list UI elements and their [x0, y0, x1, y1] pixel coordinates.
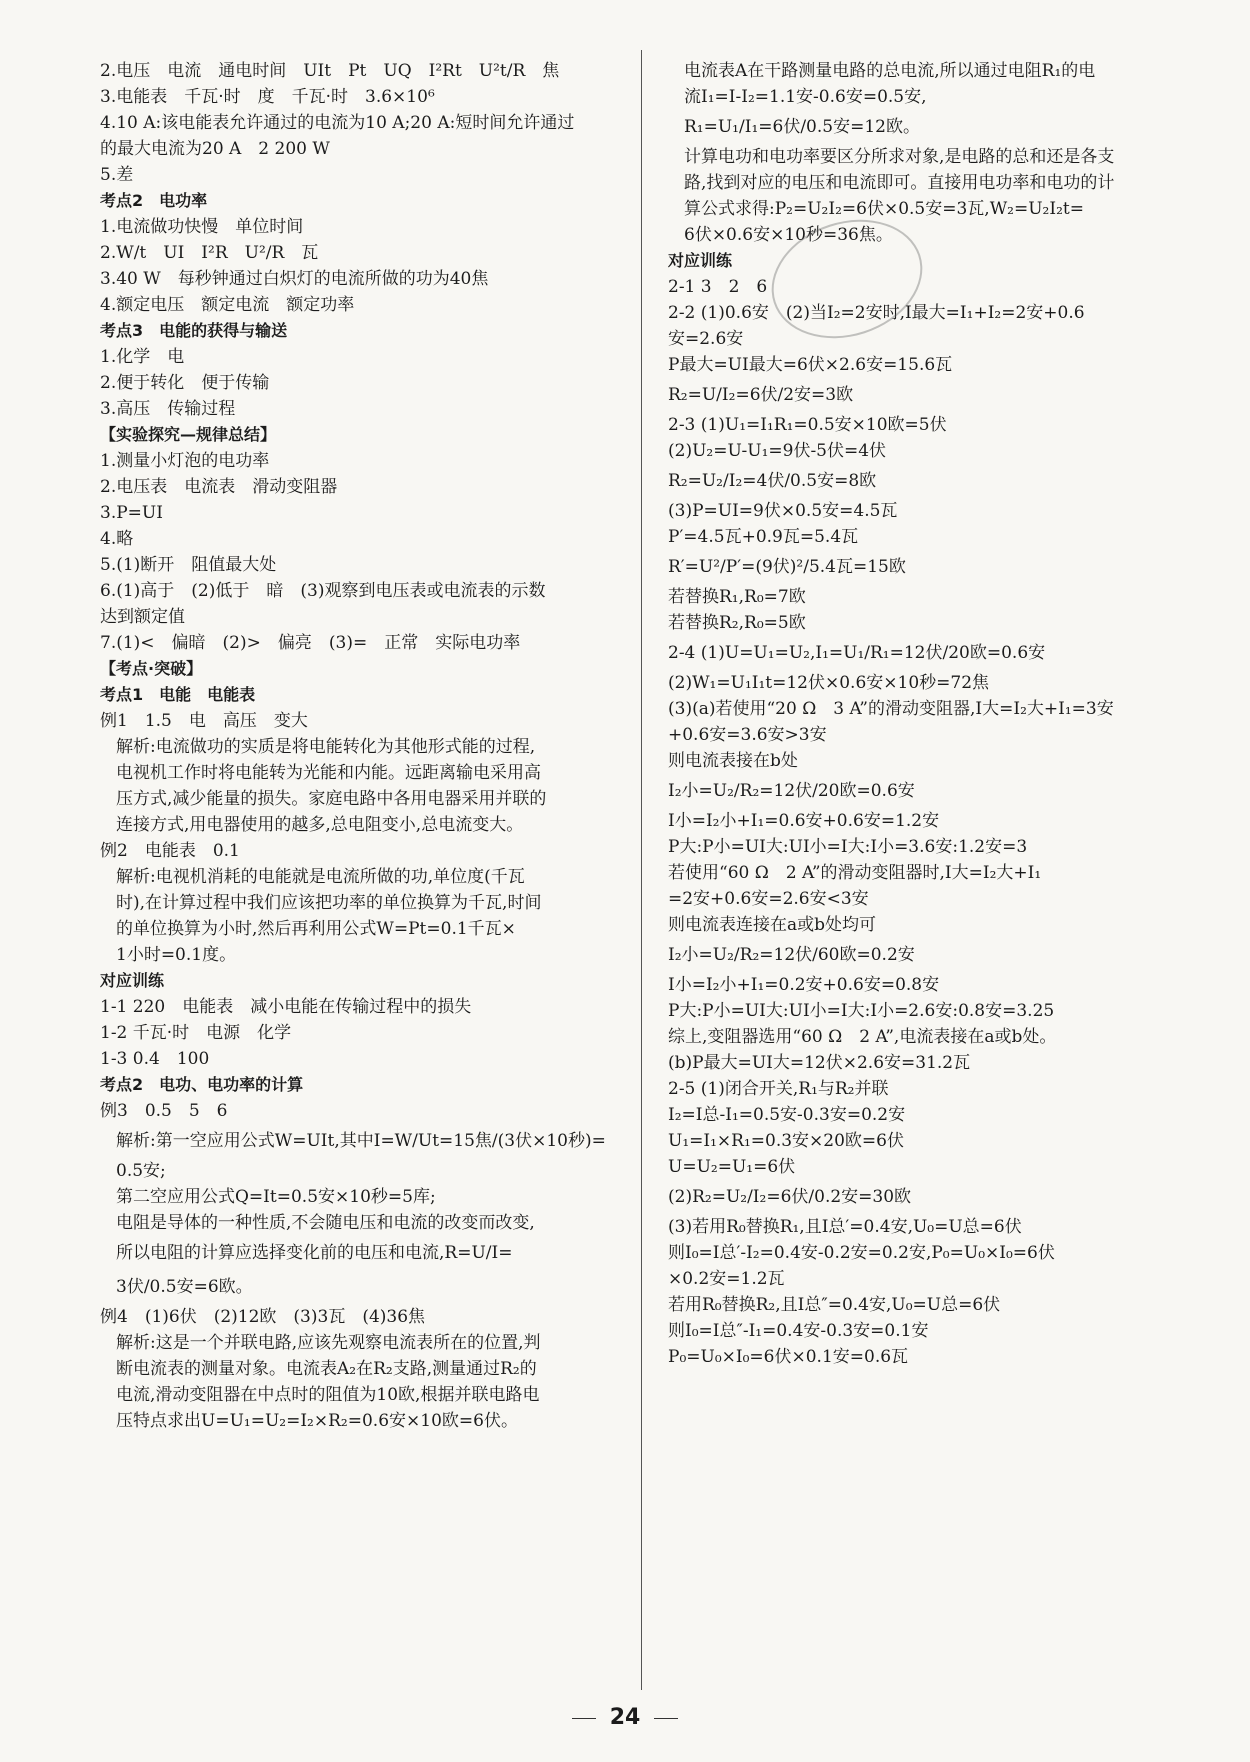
dash-left: [572, 1718, 596, 1719]
answer-line: 7.(1)< 偏暗 (2)> 偏亮 (3)= 正常 实际电功率: [100, 633, 521, 653]
answer-line: 流I₁=I-I₂=1.1安-0.6安=0.5安,: [684, 87, 927, 107]
answer-line: 3.40 W 每秒钟通过白炽灯的电流所做的功为40焦: [100, 269, 489, 289]
left-column: [100, 58, 630, 1434]
answer-line: I₂小=U₂/R₂=12伏/60欧=0.2安: [668, 945, 915, 965]
page-number: [0, 1705, 1250, 1730]
answer-line: 2-2 (1)0.6安 (2)当I₂=2安时,I最大=I₁+I₂=2安+0.6: [668, 303, 1085, 323]
answer-line: 路,找到对应的电压和电流即可。直接用电功率和电功的计: [684, 173, 1115, 193]
answer-line: 若使用“60 Ω 2 A”的滑动变阻器时,I大=I₂大+I₁: [668, 863, 1042, 883]
answer-line: 解析:第一空应用公式W=UIt,其中I=W/Ut=15焦/(3伏×10秒)=: [116, 1131, 606, 1151]
answer-line: 4.10 A:该电能表允许通过的电流为10 A;20 A:短时间允许通过: [100, 113, 575, 133]
answer-line: 解析:这是一个并联电路,应该先观察电流表所在的位置,判: [116, 1333, 541, 1353]
section-heading: 考点2 电功率: [100, 191, 208, 210]
answer-line: I小=I₂小+I₁=0.6安+0.6安=1.2安: [668, 811, 940, 831]
answer-line: 3.P=UI: [100, 503, 163, 523]
answer-line: 2.电压表 电流表 滑动变阻器: [100, 477, 338, 497]
answer-line: 5.差: [100, 165, 134, 185]
answer-line: 则电流表连接在a或b处均可: [668, 915, 877, 935]
answer-line: 则I₀=I总′-I₂=0.4安-0.2安=0.2安,P₀=U₀×I₀=6伏: [668, 1243, 1055, 1263]
answer-line: 若替换R₁,R₀=7欧: [668, 587, 806, 607]
answer-line: 例1 1.5 电 高压 变大: [100, 711, 308, 731]
answer-line: 电流,滑动变阻器在中点时的阻值为10欧,根据并联电路电: [116, 1385, 540, 1405]
answer-line: 若用R₀替换R₂,且I总″=0.4安,U₀=U总=6伏: [668, 1295, 1001, 1315]
dash-right: [654, 1718, 678, 1719]
answer-line: =2安+0.6安=2.6安<3安: [668, 889, 869, 909]
answer-line: ×0.2安=1.2瓦: [668, 1269, 785, 1289]
answer-line: R₂=U₂/I₂=4伏/0.5安=8欧: [668, 471, 877, 491]
answer-line: 的单位换算为小时,然后再利用公式W=Pt=0.1千瓦×: [116, 919, 516, 939]
answer-line: (3)P=UI=9伏×0.5安=4.5瓦: [668, 501, 898, 521]
answer-line: 1-3 0.4 100: [100, 1049, 210, 1069]
answer-line: I₂小=U₂/R₂=12伏/20欧=0.6安: [668, 781, 915, 801]
answer-line: 电阻是导体的一种性质,不会随电压和电流的改变而改变,: [116, 1213, 535, 1233]
answer-line: U₁=I₁×R₁=0.3安×20欧=6伏: [668, 1131, 904, 1151]
answer-line: 若替换R₂,R₀=5欧: [668, 613, 806, 633]
section-heading: 对应训练: [100, 971, 165, 990]
answer-line: +0.6安=3.6安>3安: [668, 725, 827, 745]
answer-line: 2.W/t UI I²R U²/R 瓦: [100, 243, 319, 263]
answer-line: 连接方式,用电器使用的越多,总电阻变小,总电流变大。: [116, 815, 524, 835]
answer-line: (2)R₂=U₂/I₂=6伏/0.2安=30欧: [668, 1187, 912, 1207]
right-column: [668, 58, 1208, 1370]
answer-line: (3)若用R₀替换R₁,且I总′=0.4安,U₀=U总=6伏: [668, 1217, 1022, 1237]
answer-line: 电流表A在干路测量电路的总电流,所以通过电阻R₁的电: [684, 61, 1096, 81]
section-heading: 【实验探究—规律总结】: [100, 425, 277, 444]
answer-line: 达到额定值: [100, 607, 185, 627]
answer-line: 解析:电流做功的实质是将电能转化为其他形式能的过程,: [116, 737, 536, 757]
answer-line: 压方式,减少能量的损失。家庭电路中各用电器采用并联的: [116, 789, 547, 809]
answer-line: 1.电流做功快慢 单位时间: [100, 217, 304, 237]
answer-line: 2.便于转化 便于传输: [100, 373, 270, 393]
answer-line: (3)(a)若使用“20 Ω 3 A”的滑动变阻器,I大=I₂大+I₁=3安: [668, 699, 1114, 719]
answer-line: 综上,变阻器选用“60 Ω 2 A”,电流表接在a或b处。: [668, 1027, 1057, 1047]
answer-line: 压特点求出U=U₁=U₂=I₂×R₂=0.6安×10欧=6伏。: [116, 1411, 518, 1431]
answer-line: 6.(1)高于 (2)低于 暗 (3)观察到电压表或电流表的示数: [100, 581, 546, 601]
answer-line: 1.测量小灯泡的电功率: [100, 451, 270, 471]
answer-line: 计算电功和电功率要区分所求对象,是电路的总和还是各支: [684, 147, 1115, 167]
answer-line: 算公式求得:P₂=U₂I₂=6伏×0.5安=3瓦,W₂=U₂I₂t=: [684, 199, 1084, 219]
answer-line: P最大=UI最大=6伏×2.6安=15.6瓦: [668, 355, 953, 375]
answer-line: 例2 电能表 0.1: [100, 841, 240, 861]
answer-line: 则I₀=I总″-I₁=0.4安-0.3安=0.1安: [668, 1321, 929, 1341]
answer-line: 解析:电视机消耗的电能就是电流所做的功,单位度(千瓦: [116, 867, 525, 887]
section-heading: 对应训练: [668, 251, 733, 270]
answer-line: 2.电压 电流 通电时间 UIt Pt UQ I²Rt U²t/R 焦: [100, 61, 560, 81]
answer-line: 2-5 (1)闭合开关,R₁与R₂并联: [668, 1079, 889, 1099]
answer-line: 则电流表接在b处: [668, 751, 798, 771]
answer-line: P大:P小=UI大:UI小=I大:I小=3.6安:1.2安=3: [668, 837, 1028, 857]
answer-line: 4.额定电压 额定电流 额定功率: [100, 295, 355, 315]
answer-line: I₂=I总-I₁=0.5安-0.3安=0.2安: [668, 1105, 906, 1125]
page-number-text: 24: [609, 1705, 641, 1730]
answer-line: P′=4.5瓦+0.9瓦=5.4瓦: [668, 527, 859, 547]
answer-line: P₀=U₀×I₀=6伏×0.1安=0.6瓦: [668, 1347, 909, 1367]
section-heading: 考点3 电能的获得与输送: [100, 321, 288, 340]
answer-line: 1小时=0.1度。: [116, 945, 237, 965]
answer-line: 3伏/0.5安=6欧。: [116, 1277, 253, 1297]
answer-line: 的最大电流为20 A 2 200 W: [100, 139, 330, 159]
answer-line: 6伏×0.6安×10秒=36焦。: [684, 225, 893, 245]
answer-line: 1-1 220 电能表 减小电能在传输过程中的损失: [100, 997, 472, 1017]
answer-line: 2-1 3 2 6: [668, 277, 768, 297]
section-heading: 【考点·突破】: [100, 659, 203, 678]
answer-line: 断电流表的测量对象。电流表A₂在R₂支路,测量通过R₂的: [116, 1359, 537, 1379]
section-heading: 考点2 电功、电功率的计算: [100, 1075, 304, 1094]
answer-line: R₂=U/I₂=6伏/2安=3欧: [668, 385, 854, 405]
answer-line: I小=I₂小+I₁=0.2安+0.6安=0.8安: [668, 975, 940, 995]
answer-line: 0.5安;: [116, 1161, 166, 1181]
answer-line: 所以电阻的计算应选择变化前的电压和电流,R=U/I=: [116, 1243, 513, 1263]
answer-line: P大:P小=UI大:UI小=I大:I小=2.6安:0.8安=3.25: [668, 1001, 1055, 1021]
answer-line: R₁=U₁/I₁=6伏/0.5安=12欧。: [684, 117, 920, 137]
answer-line: 时),在计算过程中我们应该把功率的单位换算为千瓦,时间: [116, 893, 542, 913]
answer-line: 例3 0.5 5 6: [100, 1101, 228, 1121]
answer-line: 2-3 (1)U₁=I₁R₁=0.5安×10欧=5伏: [668, 415, 947, 435]
answer-line: 1-2 千瓦·时 电源 化学: [100, 1023, 292, 1043]
answer-line: R′=U²/P′=(9伏)²/5.4瓦=15欧: [668, 557, 906, 577]
answer-line: U=U₂=U₁=6伏: [668, 1157, 796, 1177]
answer-line: 4.略: [100, 529, 134, 549]
column-divider: [641, 50, 642, 1690]
answer-line: 1.化学 电: [100, 347, 185, 367]
answer-line: 2-4 (1)U=U₁=U₂,I₁=U₁/R₁=12伏/20欧=0.6安: [668, 643, 1046, 663]
answer-line: (b)P最大=UI大=12伏×2.6安=31.2瓦: [668, 1053, 971, 1073]
section-heading: 考点1 电能 电能表: [100, 685, 256, 704]
answer-line: 3.电能表 千瓦·时 度 千瓦·时 3.6×10⁶: [100, 87, 435, 107]
answer-line: (2)W₁=U₁I₁t=12伏×0.6安×10秒=72焦: [668, 673, 990, 693]
answer-line: 安=2.6安: [668, 329, 744, 349]
answer-line: 例4 (1)6伏 (2)12欧 (3)3瓦 (4)36焦: [100, 1307, 426, 1327]
answer-line: 第二空应用公式Q=It=0.5安×10秒=5库;: [116, 1187, 436, 1207]
answer-line: 电视机工作时将电能转为光能和内能。远距离输电采用高: [116, 763, 541, 783]
answer-line: 5.(1)断开 阻值最大处: [100, 555, 277, 575]
answer-line: (2)U₂=U-U₁=9伏-5伏=4伏: [668, 441, 887, 461]
answer-line: 3.高压 传输过程: [100, 399, 236, 419]
